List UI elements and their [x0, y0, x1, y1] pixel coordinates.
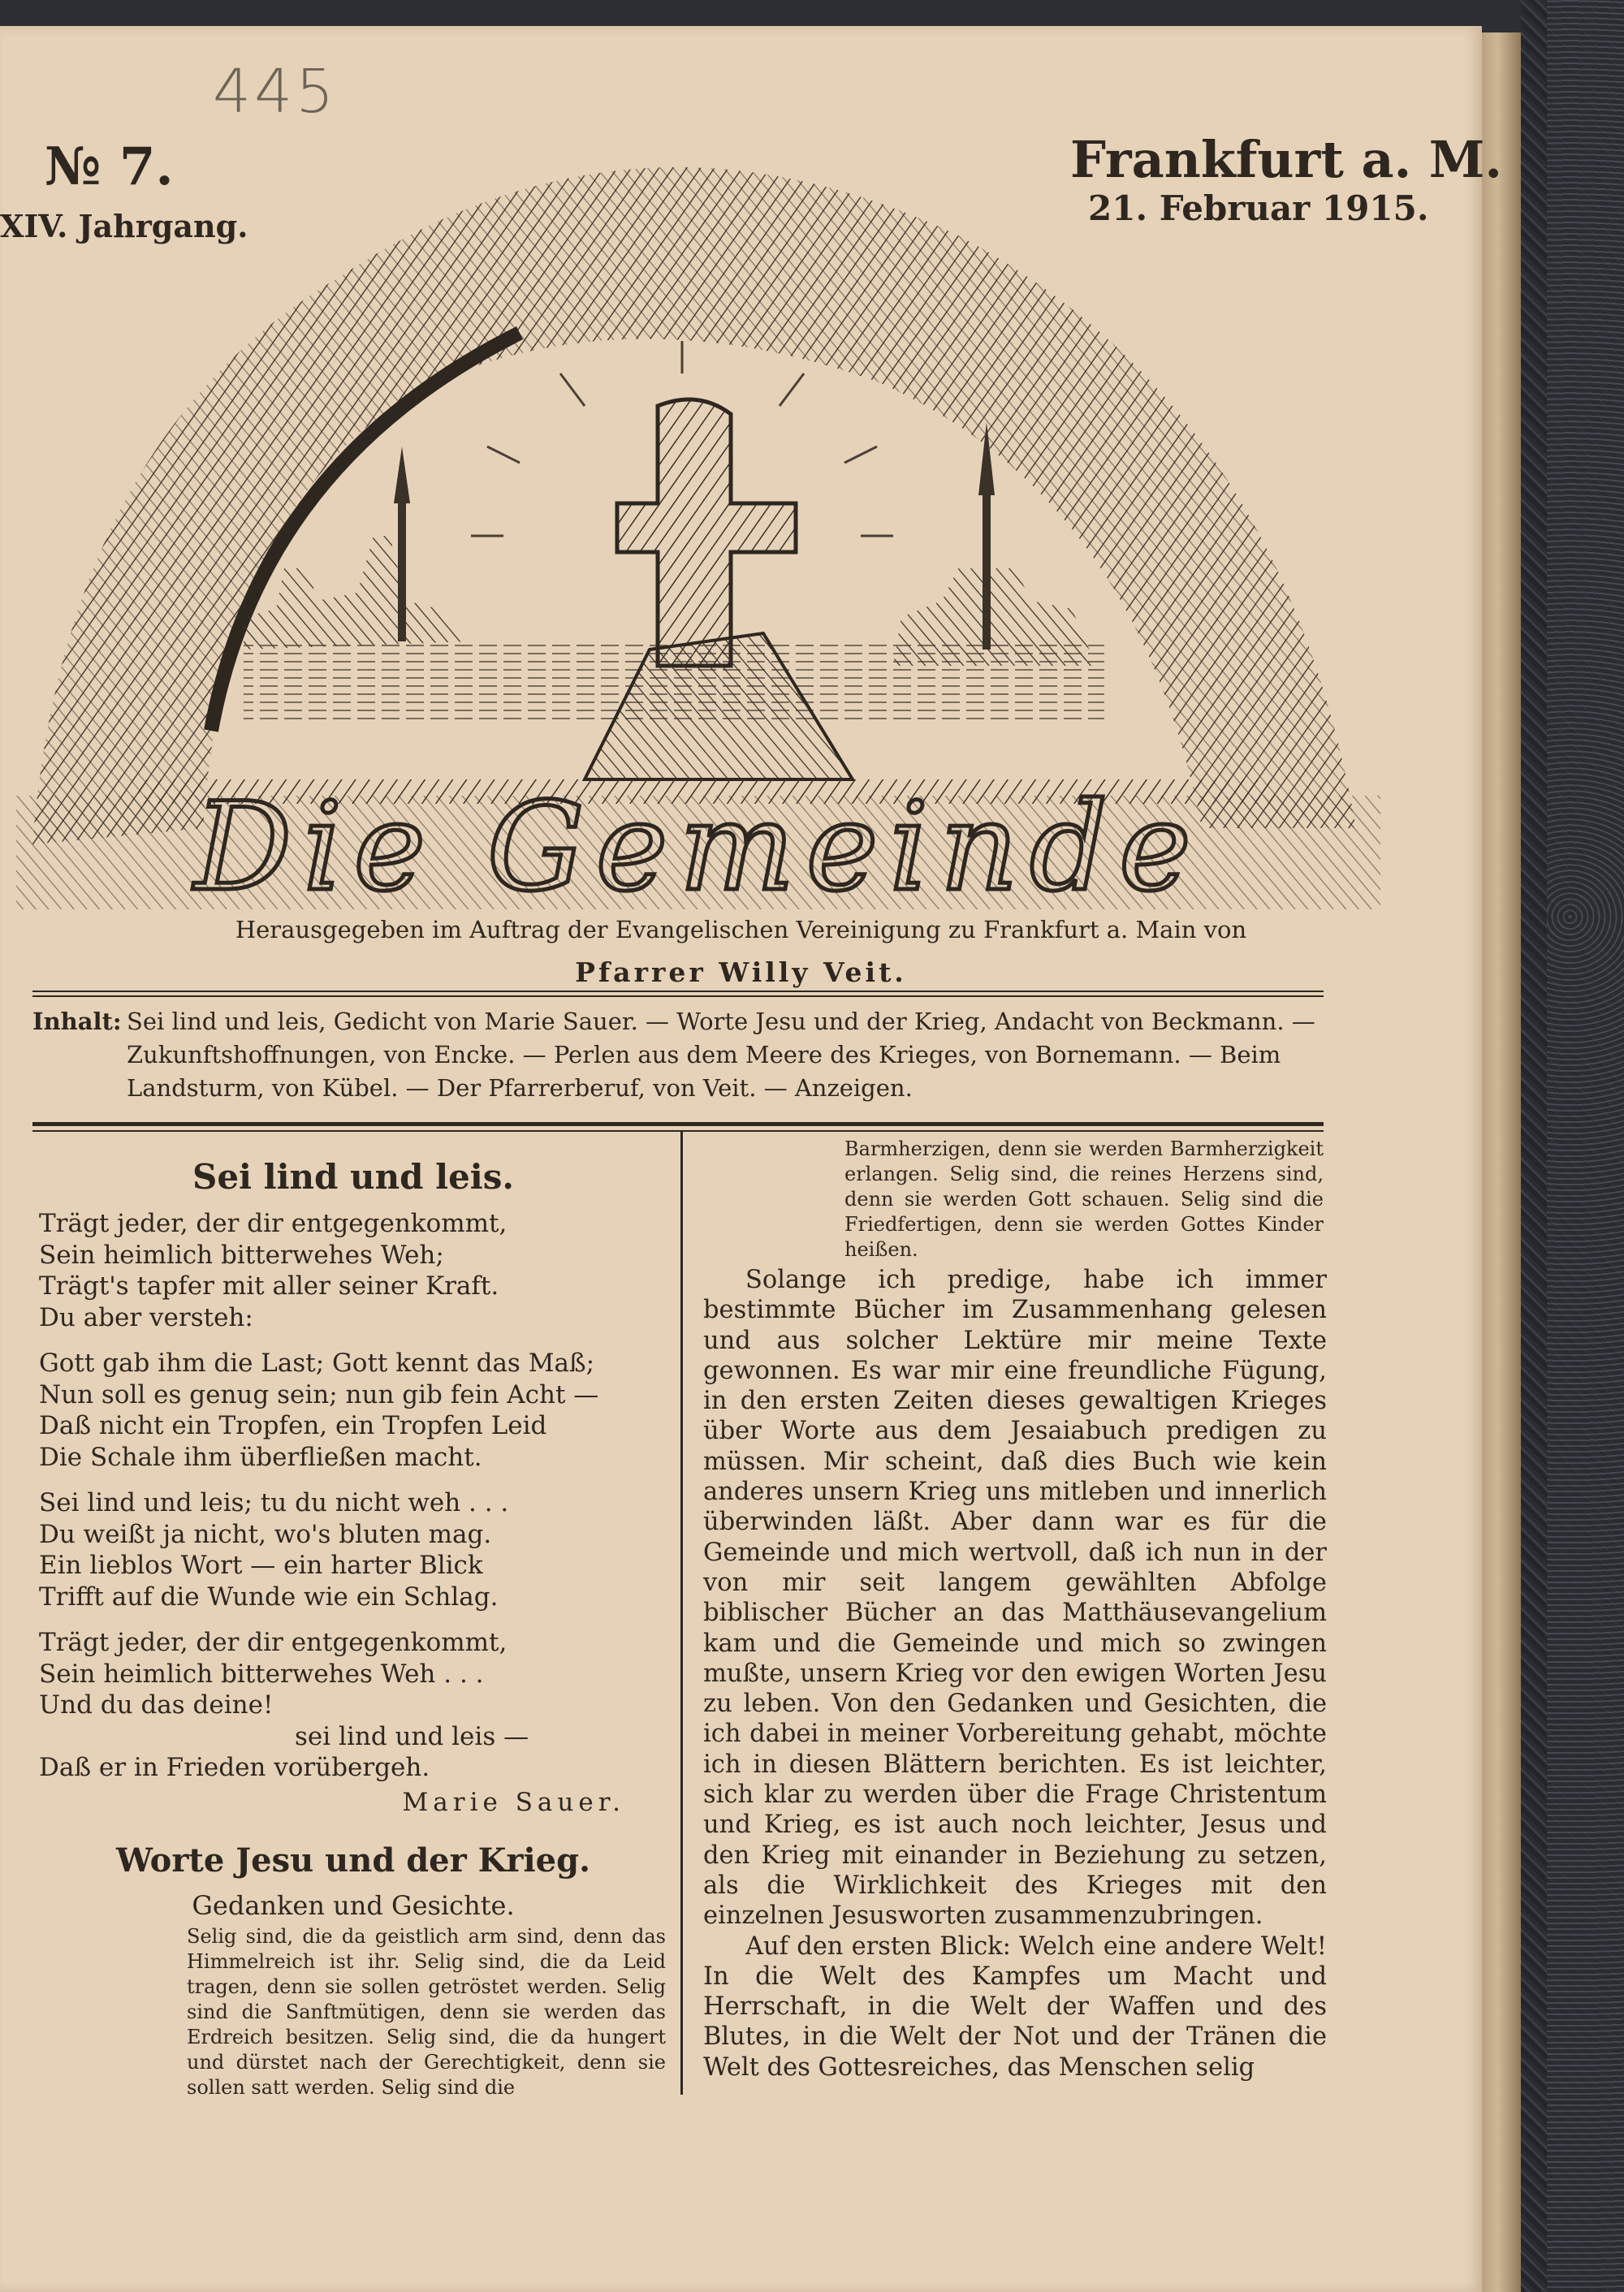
editor-line: Pfarrer Willy Veit. [575, 956, 907, 988]
article-paragraph: Auf den ersten Blick: Welch eine andere Welt! In die Welt des Kampfes um Macht und Herrschaft, in die Welt der Waffen und des Blutes, in die Welt der Not und der Tränen die Welt des Gottesreiches, das Menschen selig [703, 1932, 1327, 2082]
poem-line: Trägt jeder, der dir entgegenkommt, [39, 1628, 508, 1657]
poem-author: Marie Sauer. [402, 1787, 625, 1817]
poem-line: Gott gab ihm die Last; Gott kennt das Maß; [39, 1349, 595, 1378]
poem-line: Du weißt ja nicht, wo's bluten mag. [39, 1519, 492, 1549]
poem-line: sei lind und leis — [295, 1721, 529, 1751]
page-edge [1482, 32, 1521, 2292]
column-divider [680, 1130, 683, 2095]
article-body [703, 1265, 1327, 2083]
poem-line: Du aber versteh: [39, 1302, 253, 1332]
article-subtitle: Gedanken und Gesichte. [192, 1890, 515, 1921]
article-title: Worte Jesu und der Krieg. [115, 1841, 591, 1880]
poem [39, 1208, 664, 1818]
poem-line: Sein heimlich bitterwehes Weh; [39, 1240, 444, 1270]
poem-line: Daß nicht ein Tropfen, ein Tropfen Leid [39, 1411, 547, 1440]
contents-text: Sei lind und leis, Gedicht von Marie Sauer. — Worte Jesu und der Krieg, Andacht von Beckmann. — Zukunftshoffnungen, von Encke. — Perlen aus dem Meere des Krieges, von Bornemann. — Beim Landsturm, von Kübel. — Der Pfarrerberuf, von Veit. — Anzeigen. [127, 1008, 1315, 1102]
issue-number: № 7. [45, 136, 174, 197]
poem-line: Und du das deine! [39, 1690, 274, 1720]
beatitudes-quote-continued: Barmherzigen, denn sie werden Barmherzigkeit erlangen. Selig sind, die reines Herzens sind, denn sie werden Gott schauen. Selig sind die Friedfertigen, denn sie werden Gottes Kinder heißen. [844, 1137, 1324, 1261]
masthead-illustration [16, 114, 1380, 909]
poem-line: Trägt jeder, der dir entgegenkommt, [39, 1209, 508, 1238]
contents-label: Inhalt: [32, 1008, 122, 1035]
poem-stanza [39, 1627, 664, 1784]
poem-line: Die Schale ihm überfließen macht. [39, 1442, 482, 1472]
publisher-line: Herausgegeben im Auftrag der Evangelischen Vereinigung zu Frankfurt a. Main von [235, 916, 1247, 943]
issue-date: 21. Februar 1915. [1088, 188, 1429, 228]
divider-rule [32, 1122, 1324, 1126]
poem-stanza [39, 1487, 664, 1612]
poem-title: Sei lind und leis. [192, 1157, 515, 1197]
poem-line: Ein lieblos Wort — ein harter Blick [39, 1551, 483, 1580]
pencil-note: 445 [213, 57, 338, 127]
article-paragraph: Solange ich predige, habe ich immer bestimmte Bücher im Zusammenhang gelesen und aus solcher Lektüre mir meine Texte gewonnen. Es war mir eine freundliche Fügung, in den ersten Zeiten dieses gewaltigen Krieges über Worte aus dem Jesaiabuch predigen zu müssen. Mir scheint, daß dies Buch wie kein anderes unsern Krieg uns mitleben und innerlich überwinden läßt. Aber dann war es für die Gemeinde und mich wertvoll, daß ich nun in der von mir seit langem gewählten Abfolge biblischer Bücher an das Matthäusevangelium kam und die Gemeinde und mich so zwingen mußte, unsern Krieg vor den ewigen Worten Jesu zu leben. Von den Gedanken und Gesichten, die ich dabei in meiner Vorbereitung gehabt, möchte ich in diesen Blättern berichten. Es ist leichter, sich klar zu werden über die Frage Christentum und Krieg, es ist auch noch leichter, Jesus und den Krieg mit einander in Beziehung zu setzen, als die Wirklichkeit des Krieges mit den einzelnen Jesusworten zusammenzubringen. [703, 1266, 1327, 1931]
binding-texture [1547, 0, 1624, 2292]
divider-rule [32, 991, 1324, 992]
poem-line: Sein heimlich bitterwehes Weh . . . [39, 1659, 484, 1689]
divider-rule [32, 995, 1324, 997]
masthead-title: Die Gemeinde [194, 777, 1203, 909]
poem-line: Daß er in Frieden vorübergeh. [39, 1753, 430, 1782]
poem-line: Trifft auf die Wunde wie ein Schlag. [39, 1582, 499, 1612]
beatitudes-quote: Selig sind, die da geistlich arm sind, denn das Himmelreich ist ihr. Selig sind, die da Leid tragen, denn sie sollen getröstet werden. Selig sind die Sanftmütigen, denn sie werden das Erdreich besitzen. Selig sind, die da hungert und dürstet nach der Gerechtigkeit, denn sie sollen satt werden. Selig sind die [187, 1925, 666, 2099]
place: Frankfurt a. M. [1070, 130, 1502, 189]
volume: XIV. Jahrgang. [0, 208, 248, 244]
poem-stanza [39, 1208, 664, 1333]
poem-line: Nun soll es genug sein; nun gib fein Acht — [39, 1379, 599, 1409]
poem-stanza [39, 1348, 664, 1473]
poem-line: Sei lind und leis; tu du nicht weh . . . [39, 1488, 509, 1517]
divider-rule [32, 1130, 1324, 1132]
poem-line: Trägt's tapfer mit aller seiner Kraft. [39, 1271, 499, 1301]
